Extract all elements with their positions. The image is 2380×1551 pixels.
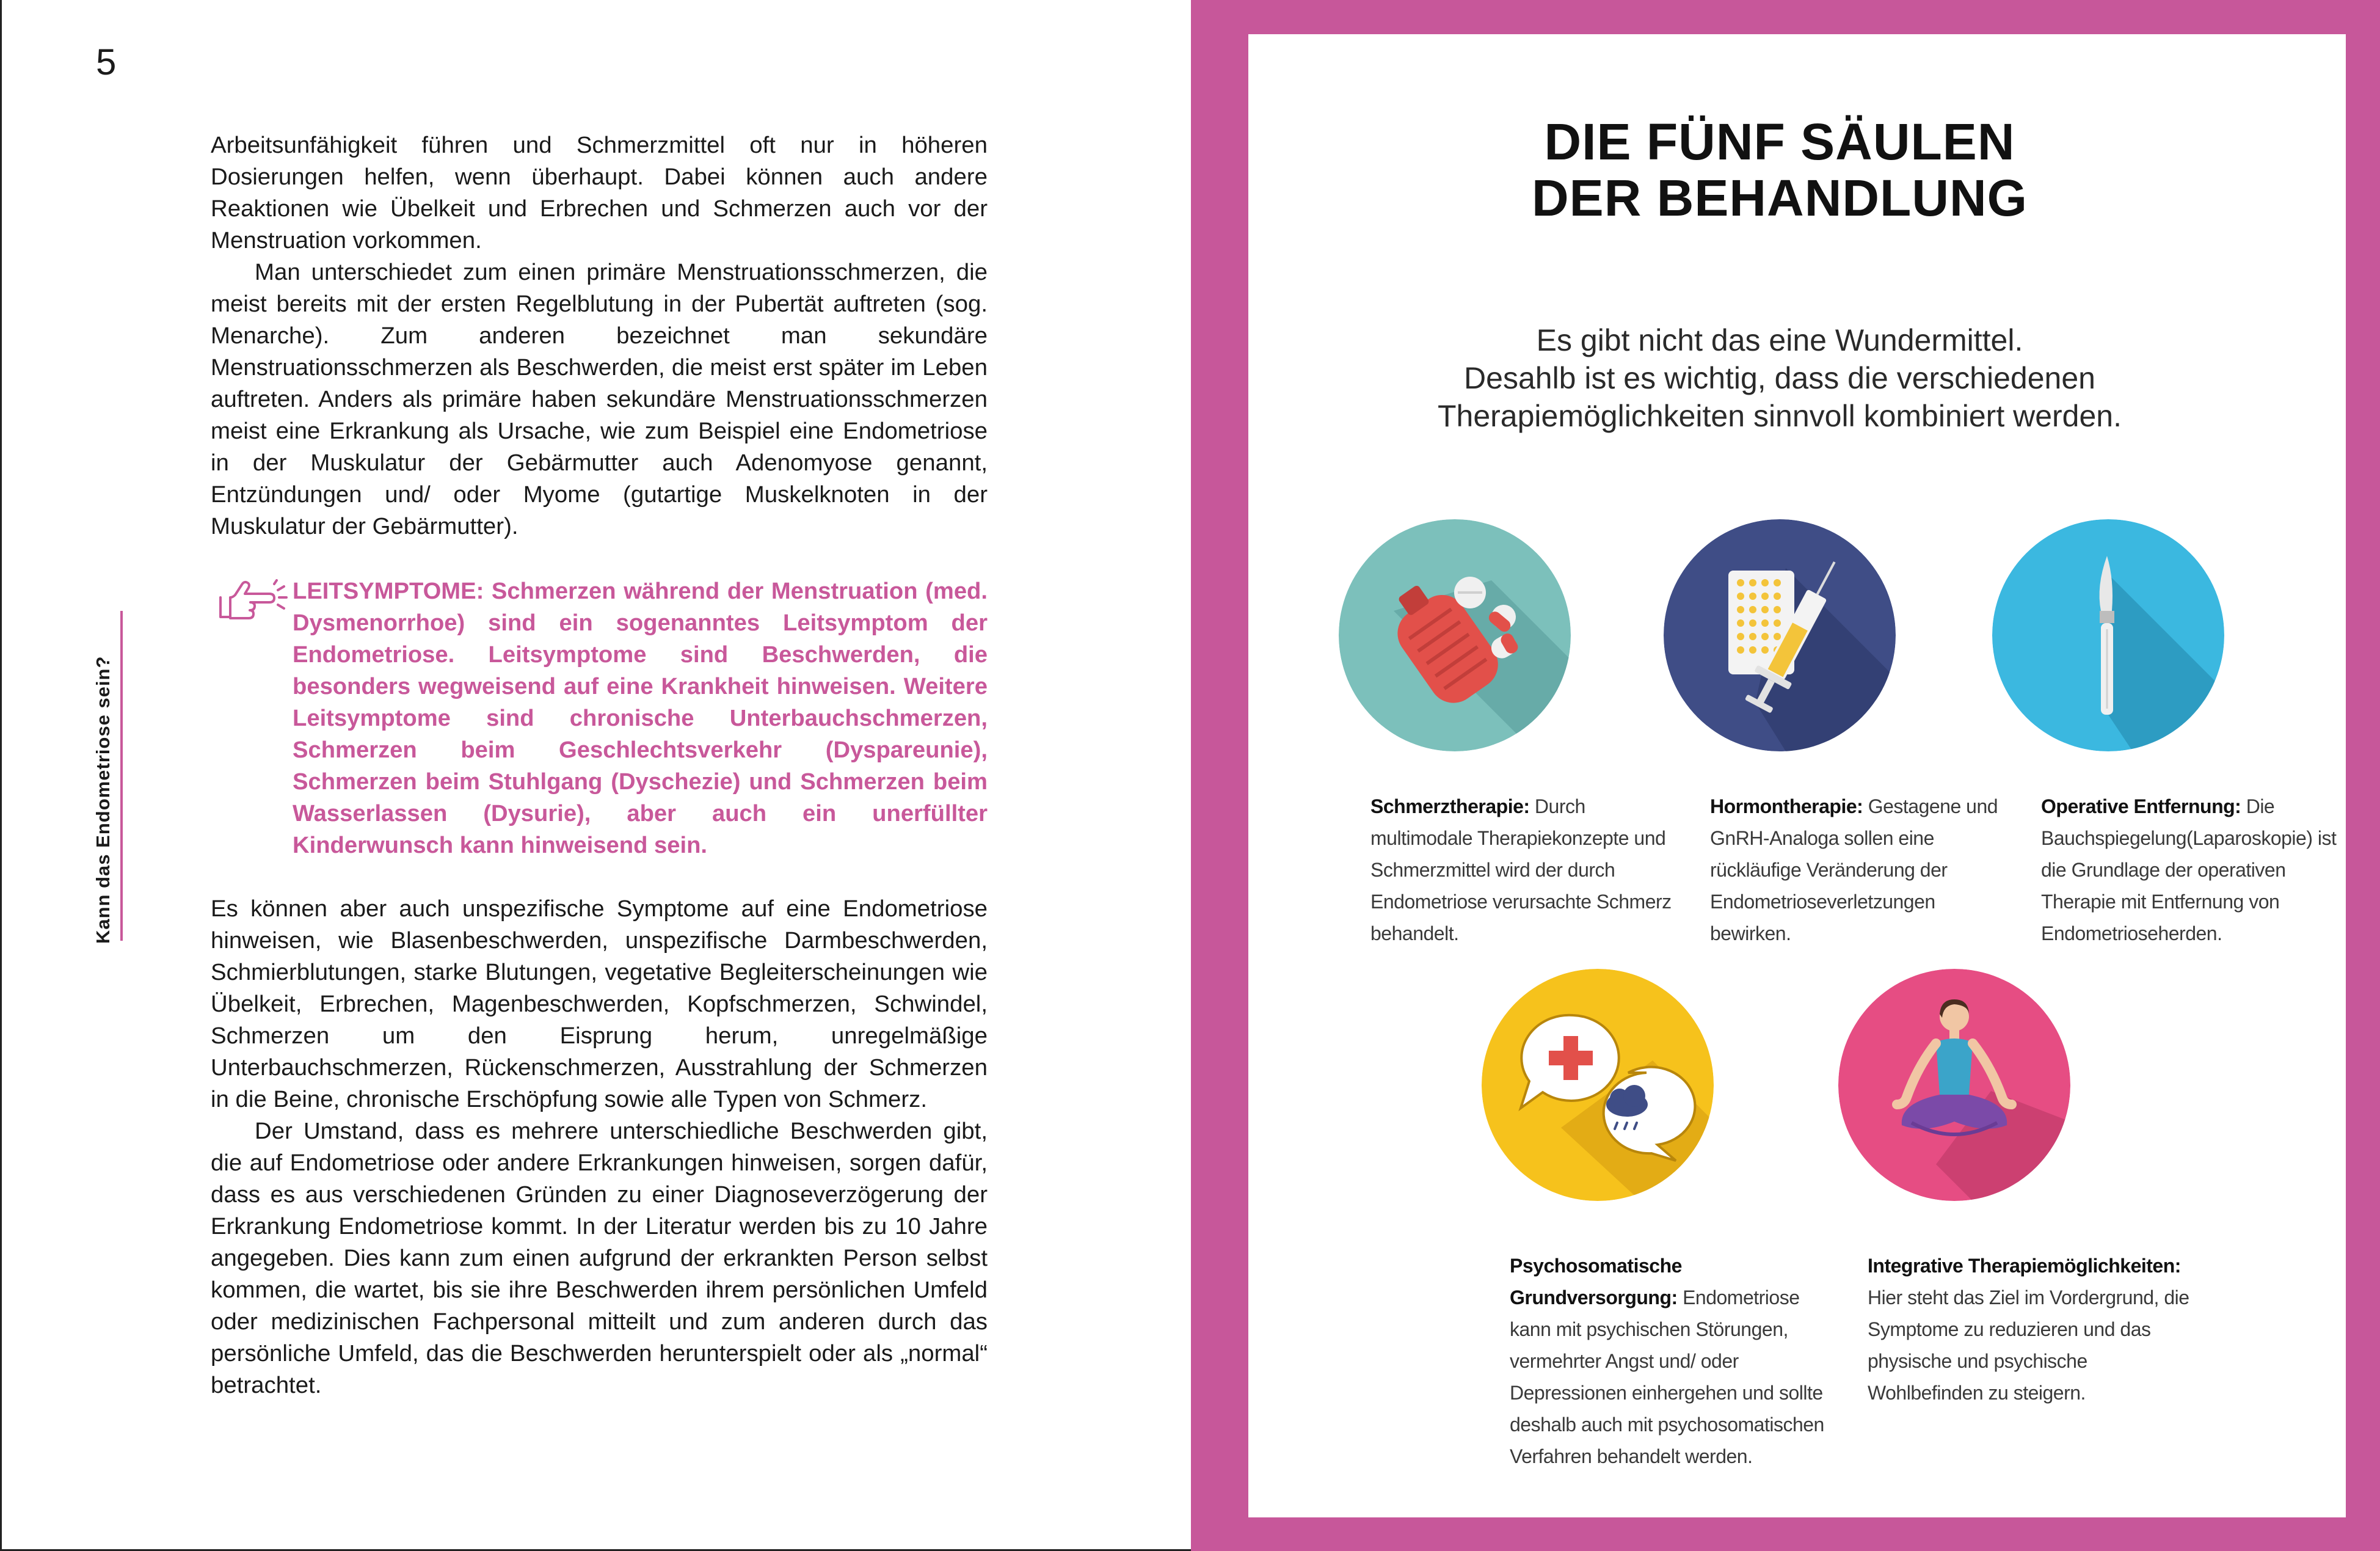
pillar-1-heading: Schmerztherapie: [1370,795,1530,817]
right-page [1191,0,2380,1551]
subtitle-line-3: Therapiemöglichkeiten sinnvoll kombiniert werden. [1438,399,2122,433]
pillar-1-body: Durch multimodale Therapiekonzepte und Schmerzmittel wird der durch Endometriose verursachte Schmerz behandelt. [1370,795,1672,944]
infographic-title [1248,114,2311,226]
pillar-5-heading: Integrative Therapiemöglichkeiten: [1868,1255,2181,1277]
paragraph-1: Arbeitsunfähigkeit führen und Schmerzmittel oft nur in höheren Dosierungen helfen, wenn überhaupt. Dabei können auch andere Reaktionen wie Übelkeit und Erbrechen und Schmerzen auch vor der Menstruation vorkommen. [211,132,988,254]
body-text-top [211,130,988,542]
pillar-3-badge [1992,519,2224,751]
side-tab-marker [120,611,123,941]
body-text-bottom [211,893,988,1401]
paragraph-2: Man unterschiedet zum einen primäre Menstruationsschmerzen, die meist bereits mit der ersten Regelblutung in der Pubertät auftreten (sog. Menarche). Zum anderen bezeichnet man sekundäre Menstruationsschmerzen als Beschwerden, die meist erst später im Leben auftreten. Anders als primäre haben sekundäre Menstruationsschmerzen meist eine Erkrankung als Ursache, wie zum Beispiel eine Endometriose in der Muskulatur der Gebärmutter auch Adenomyose genannt, Entzündungen und/ oder Myome (gutartige Muskelknoten in der Muskulatur der Gebärmutter). [211,259,988,539]
pillar-5-body: Hier steht das Ziel im Vordergrund, die Symptome zu reduzieren und das physische und psychische Wohlbefinden zu steigern. [1868,1286,2189,1404]
scalpel-icon [1992,519,2224,751]
pillar-3-text [2041,790,2346,949]
syringe-pill-blister-icon [1664,519,1896,751]
pillar-4-badge [1482,969,1714,1201]
title-line-2: DER BEHANDLUNG [1532,169,2028,227]
pillar-1-text [1370,790,1676,949]
infographic-panel [1248,34,2346,1517]
side-tab-label: Kann das Endometriose sein? [92,655,114,944]
hot-water-bottle-pills-icon [1339,519,1571,751]
paragraph-4: Der Umstand, dass es mehrere unterschiedliche Beschwerden gibt, die auf Endometriose oder andere Erkrankungen hinweisen, sorgen dafür, dass es aus verschiedenen Gründen zu einer Diagnoseverzögerung der Erkrankung Endometriose kommt. In der Literatur werden bis zu 10 Jahre angegeben. Dies kann zum einen aufgrund der erkrankten Person selbst kommen, die wartet, bis sie ihre Beschwerden ihrem persönlichen Umfeld oder medizinischen Fachpersonal mitteilt und zum anderen durch das persönliche Umfeld, das die Beschwerden herunterspielt oder als „normal“ betrachtet. [211,1118,988,1398]
pillar-4-heading: Psychosomatische Grundversorgung: [1510,1255,1682,1308]
page-number: 5 [96,42,117,82]
paragraph-3: Es können aber auch unspezifische Symptome auf eine Endometriose hinweisen, wie Blasenbeschwerden, unspezifische Darmbeschwerden, Schmierblutungen, starke Blutungen, vegetative Begleiterscheinungen wie Übelkeit, Erbrechen, Magenbeschwerden, Kopfschmerzen, Schwindel, Schmerzen um den Eisprung herum, unregelmäßige Unterbauchschmerzen, Rückenschmerzen, Ausstrahlung der Schmerzen in die Beine, chronische Erschöpfung sowie alle Typen von Schmerz. [211,896,988,1112]
subtitle-line-1: Es gibt nicht das eine Wundermittel. [1536,323,2023,357]
pillar-4-body: Endometriose kann mit psychischen Störungen, vermehrter Angst und/ oder Depressionen einhergehen und sollte deshalb auch mit psychosomatischen Verfahren behandelt werden. [1510,1286,1824,1467]
speech-bubbles-icon [1482,969,1714,1201]
pillar-3-heading: Operative Entfernung: [2041,795,2241,817]
pillar-1-badge [1339,519,1571,751]
pillar-3-body: Die Bauchspiegelung(Laparoskopie) ist die Grundlage der operativen Therapie mit Entfernung von Endometrioseherden. [2041,795,2337,944]
infographic-subtitle [1248,321,2311,435]
subtitle-line-2: Desahlb ist es wichtig, dass die verschiedenen [1464,361,2095,395]
pillar-2-badge [1664,519,1896,751]
pillar-2-body: Gestagene und GnRH-Analoga sollen eine rückläufige Veränderung der Endometrioseverletzungen bewirken. [1710,795,1998,944]
pillar-4-text [1510,1250,1840,1472]
pointing-hand-icon [217,579,289,624]
callout-text: LEITSYMPTOME: Schmerzen während der Menstruation (med. Dysmenorrhoe) sind ein sogenanntes Leitsymptom der Endometriose. Leitsymptome sind Beschwerden, die besonders wegweisend auf eine Krankheit hinweisen. Weitere Leitsymptome sind chronische Unterbauchschmerzen, Schmerzen beim Geschlechtsverkehr (Dyspareunie), Schmerzen beim Stuhlgang (Dyschezie) und Schmerzen beim Wasserlassen (Dysurie), aber auch ein unerfüllter Kinderwunsch kann hinweisend sein. [293,578,988,858]
pillar-5-badge [1838,969,2070,1201]
title-line-1: DIE FÜNF SÄULEN [1544,113,2015,170]
pillar-2-heading: Hormontherapie: [1710,795,1863,817]
pillar-5-text [1868,1250,2197,1409]
pillar-2-text [1710,790,2015,949]
yoga-meditation-icon [1838,969,2070,1201]
